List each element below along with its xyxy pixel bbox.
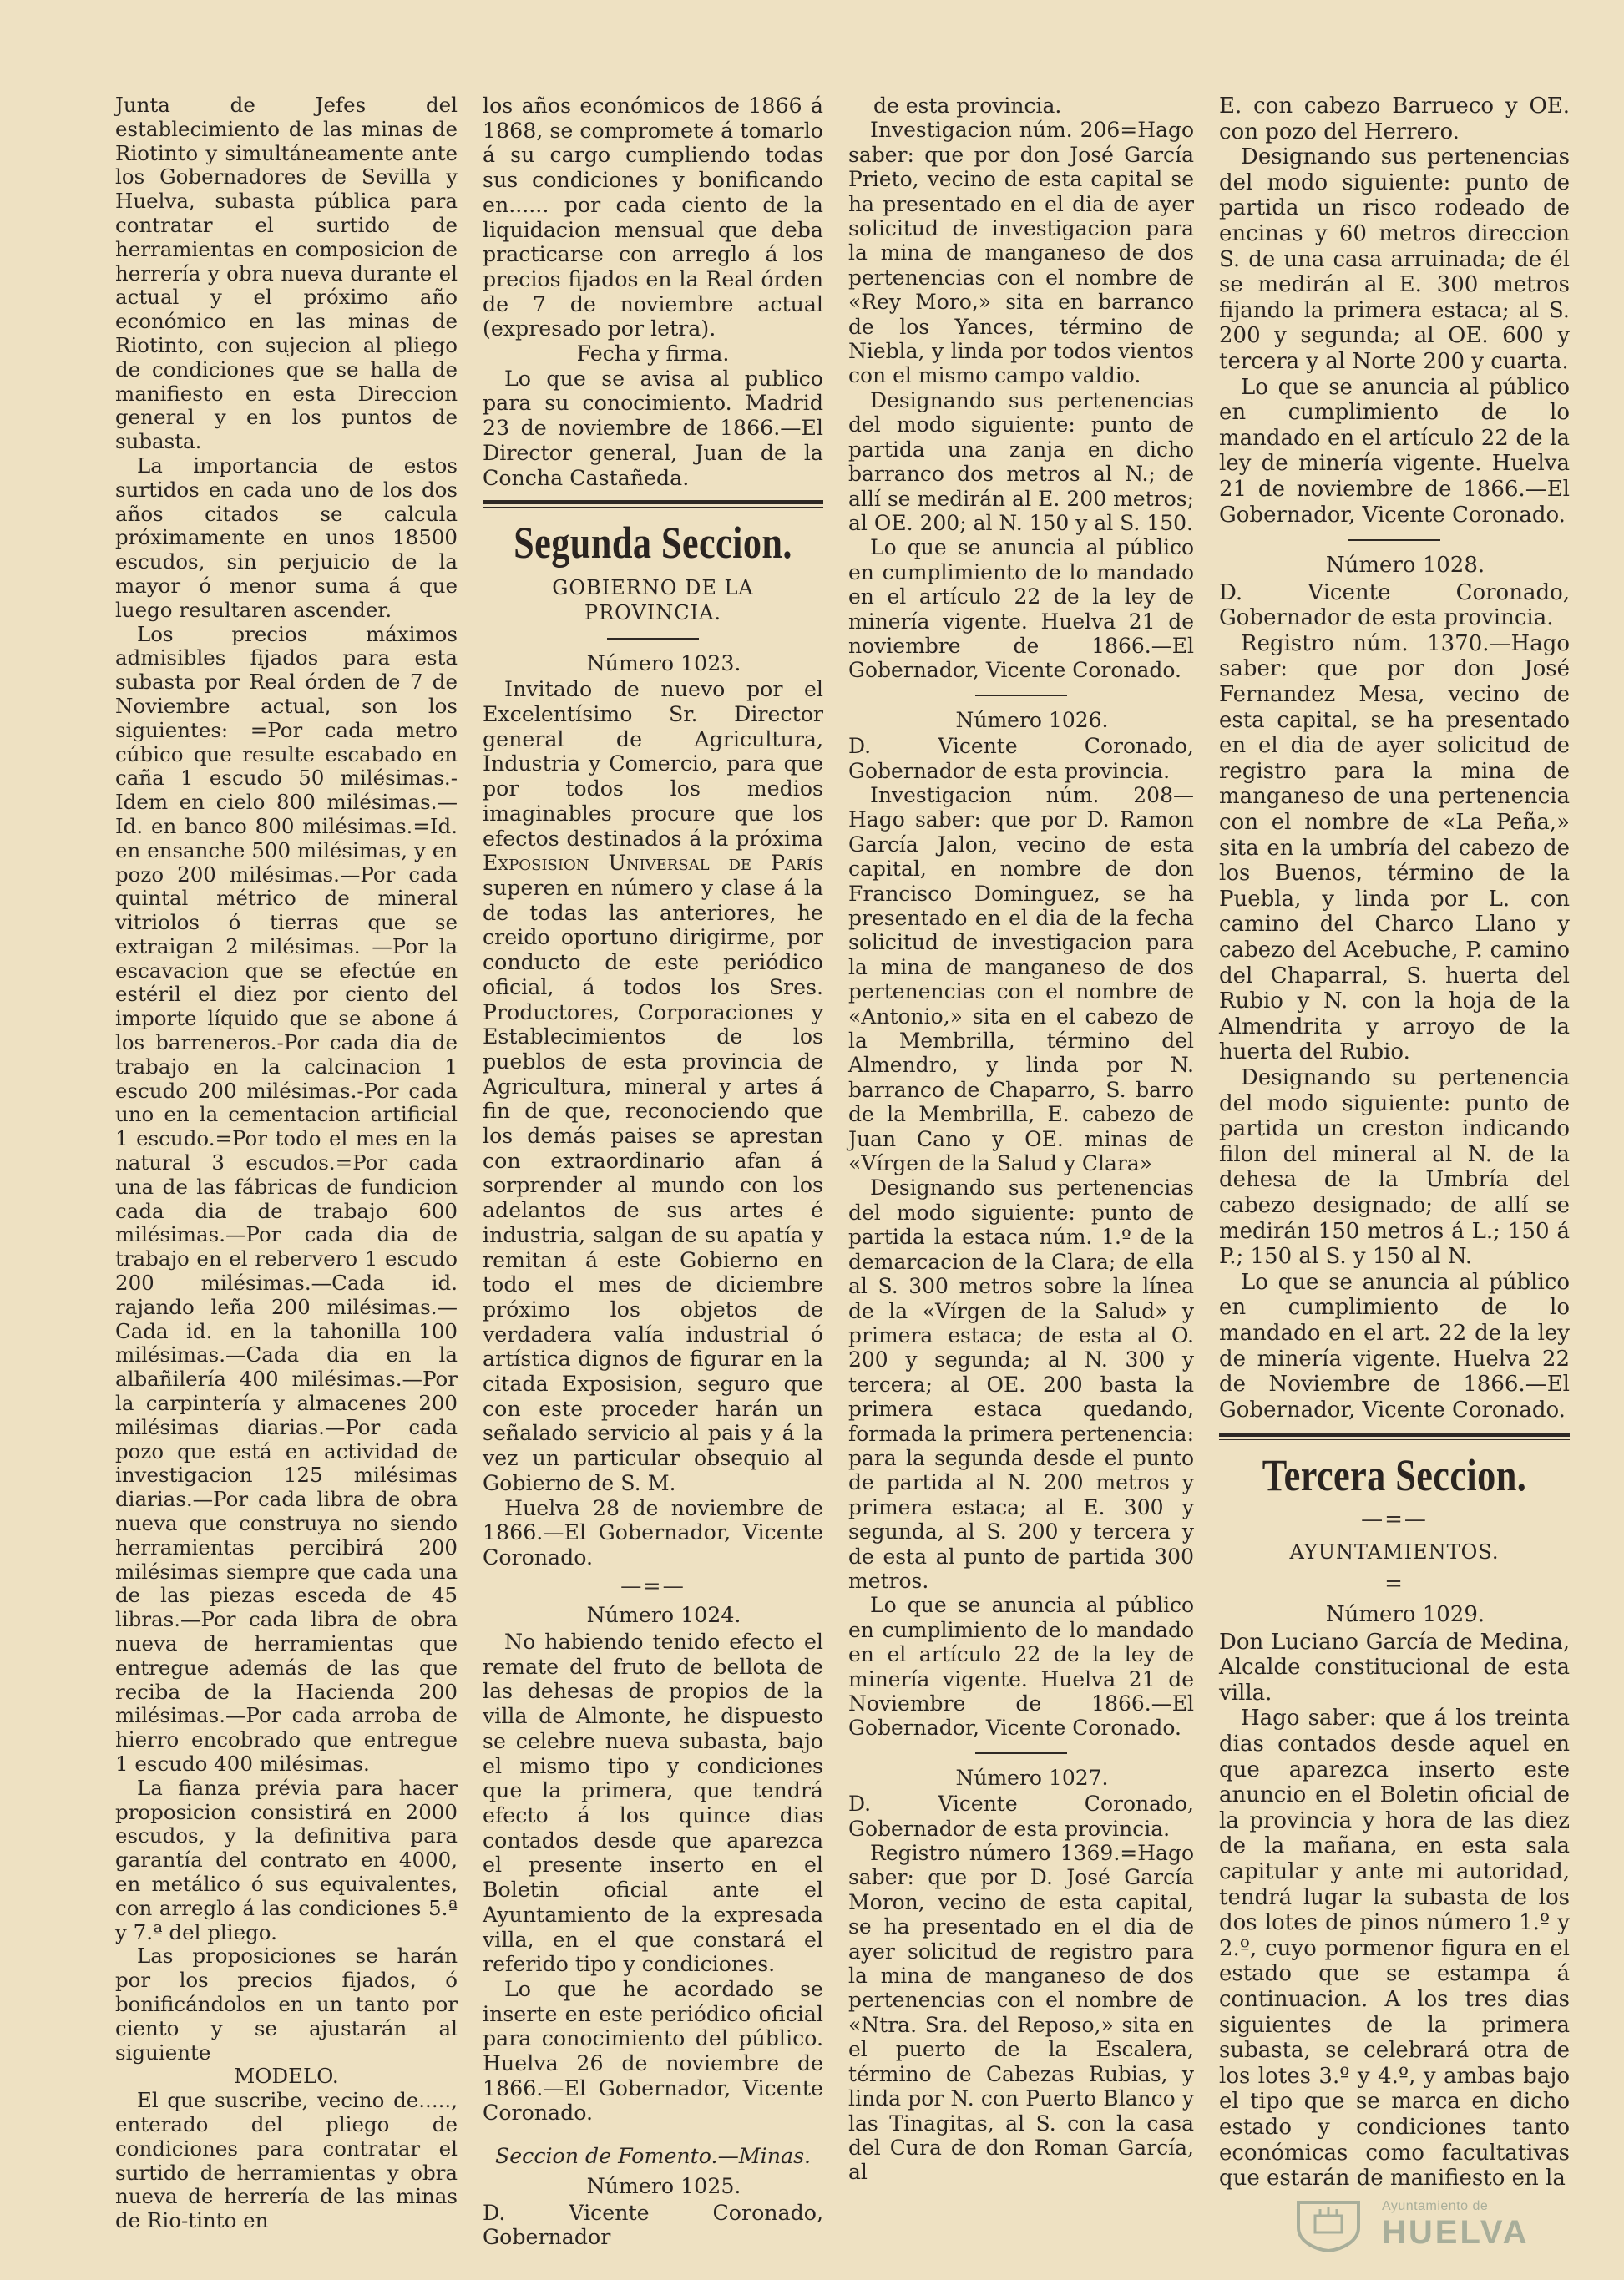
notice-1023-part-a: Invitado de nuevo por el Excelentísimo Sr. Director general de Agricultura, Industria y Comercio, para que por todos los medios imaginables procure que los efectos destinados á la próxima xyxy=(483,677,823,851)
exposicion-universal: Exposision Universal de París xyxy=(483,851,823,876)
notice-1025-designation: Designando sus pertenencias del modo siguiente: punto de partida una zanja en dicho barranco dos metros al N.; de allí se medirán al E. 200 metros; al OE. 200; al N. 150 y al S. 150. xyxy=(848,387,1194,535)
notice-1027-designation: Designando sus pertenencias del modo siguiente: punto de partida un risco rodeado de encinas y 60 metros direccion S. de una casa arruinada; de él se medirán al E. 300 metros fijando la primera estaca; al S. 200 y segunda; al OE. 600 y tercera y al Norte 200 y cuarta. xyxy=(1219,144,1570,374)
notice-1028-header: D. Vicente Coronado, Gobernador de esta provincia. xyxy=(1219,579,1570,631)
col2-paragraph-1: los años económicos de 1866 á 1868, se compromete á tomarlo á su cargo cumpliendo todas sus condiciones y bonificando en...... por cada ciento de la liquidacion mensual que deba practicarse con arreglo á los precios fijados en la Real órden de 7 de noviembre actual (expresado por letra). xyxy=(483,94,823,341)
notice-1026-designation: Designando sus pertenencias del modo siguiente: punto de partida la estaca núm. 1.º de la demarcacion de la Clara; de ella al S. 300 metros sobre la línea de la «Vírgen de la Salud» y primera estaca; de esta al O. 200 y segunda; al N. 300 y tercera; al OE. 200 basta la primera estaca quedando, formada la primera pertenencia: para la segunda desde el punto de partida al N. 200 metros y primera estaca; al E. 300 y segunda, al S. 200 y tercera y de esta al punto de partida 300 metros. xyxy=(848,1175,1194,1593)
notice-1028-text: Registro núm. 1370.—Hago saber: que por don José Fernandez Mesa, vecino de esta capital, se ha presentado en el dia de ayer solicitud de registro para la mina de manganeso de una pertenencia con el nombre de «La Peña,» sita en la umbría del cabezo de los Buenos, término de la Puebla, y linda por L. con camino del Charco Llano y cabezo del Acebuche, P. camino del Chaparral, S. huerta del Rubio y N. con la hoja de la Almendrita y arroyo de la huerta del Rubio. xyxy=(1219,630,1570,1065)
short-rule xyxy=(975,1752,1067,1754)
col1-paragraph-3: Los precios máximos admisibles fijados para esta subasta por Real órden de 7 de Noviembre actual, son los siguientes: =Por cada metro cúbico que resulte escabado en caña 1 escudo 50 milésimas.-Idem en cielo 800 milésimas.—Id. en banco 800 milésimas.=Id. en ensanche 500 milésimas, y en pozo 200 milésimas.—Por cada quintal métrico de mineral vitriolos ó tierras que se extraigan 2 milésimas. —Por la escavacion que se efectúe en estéril el diez por ciento del importe líquido que se abone á los barreneros.-Por cada dia de trabajo en la calcinacion 1 escudo 200 milésimas.-Por cada uno en la cementacion artificial 1 escudo.=Por todo el mes en la natural 3 escudos.=Por cada una de las fábricas de fundicion cada dia de trabajo 600 milésimas.—Por cada dia de trabajo en el rebervero 1 escudo 200 milésimas.—Cada id. rajando leña 200 milésimas.—Cada id. en la tahonilla 100 milésimas.—Cada dia en la albañilería 400 milésimas.—Por la carpintería y almacenes 200 milésimas diarias.—Por cada pozo que está en actividad de investigacion 125 milésimas diarias.—Por cada libra de obra nueva que construya no siendo herramientas percibirá 200 milésimas siempre que cada una de las piezas esceda de 45 libras.—Por cada libra de obra nueva de herramientas que entregue además de las que reciba de la Hacienda 200 milésimas.—Por cada arroba de hierro encobrado que entregue 1 escudo 400 milésimas. xyxy=(115,621,458,1776)
section-rule xyxy=(1219,1433,1570,1440)
column-4 xyxy=(1219,94,1570,2192)
col1-paragraph-1: Junta de Jefes del establecimiento de las minas de Riotinto y simultáneamente ante los Gobernadores de Sevilla y Huelva, subasta pública para contratar el surtido de herramientas en composicion de herrería y obra nueva durante el actual y el próximo año económico en las minas de Riotinto, con sujecion al pliego de condiciones que se halla de manifiesto en esta Direccion general y en los puntos de subasta. xyxy=(115,93,458,454)
section-title-segunda: Segunda Seccion. xyxy=(514,518,792,569)
number-1024: Número 1024. xyxy=(586,1603,741,1628)
col1-paragraph-2: La importancia de estos surtidos en cada uno de los dos años citados se calcula próximamente en unos 18500 escudos, sin perjuicio de la mayor ó menor suma á que luego resultaren ascender. xyxy=(115,452,458,622)
col3-continuation: de esta provincia. xyxy=(873,94,1062,118)
section-rule xyxy=(483,500,823,508)
notice-1023-text xyxy=(483,677,823,1495)
short-rule xyxy=(975,695,1067,696)
notice-1026-closing: Lo que se anuncia al público en cumplimiento de lo mandado en el artículo 22 de la ley de minería vigente. Huelva 21 de Noviembre de 1866.—El Gobernador, Vicente Coronado. xyxy=(848,1593,1194,1741)
short-rule xyxy=(1348,539,1440,541)
number-1027: Número 1027. xyxy=(955,1765,1109,1790)
col4-continuation: E. con cabezo Barrueco y OE. con pozo del Herrero. xyxy=(1219,94,1570,144)
column-2 xyxy=(483,94,823,2250)
number-1028: Número 1028. xyxy=(1325,553,1485,579)
separator-small: = xyxy=(1384,1571,1404,1597)
coat-of-arms-icon xyxy=(1290,2199,1367,2252)
number-1023: Número 1023. xyxy=(586,650,741,675)
notice-1024-closing: Lo que he acordado se inserte en este periódico oficial para conocimiento del público. Huelva 26 de noviembre de 1866.—El Gobernador, Vicente Coronado. xyxy=(483,1976,823,2126)
notice-1026-text: Investigacion núm. 208—Hago saber: que por D. Ramon García Jalon, vecino de esta capital, en nombre de don Francisco Dominguez, se ha presentado en el dia de la fecha solicitud de investigacion para la mina de manganeso de dos pertenencias con el nombre de «Antonio,» sita en el cabezo de la Membrilla, término del Almendro, y linda por N. barranco de Chaparro, S. barro de la Membrilla, E. cabezo de Juan Cano y OE. minas de «Vírgen de la Salud y Clara» xyxy=(848,782,1194,1176)
notice-1025-header: D. Vicente Coronado, Gobernador xyxy=(483,2200,823,2250)
section-subtitle-gobierno: GOBIERNO DE LA PROVINCIA. xyxy=(552,576,754,624)
notice-1028-closing: Lo que se anuncia al público en cumplimiento de lo mandado en el art. 22 de la ley de minería vigente. Huelva 22 de Noviembre de 1866.—El Gobernador, Vicente Coronado. xyxy=(1219,1269,1570,1423)
watermark-big-text: HUELVA xyxy=(1382,2214,1530,2251)
col1-paragraph-6: El que suscribe, vecino de....., enterado del pliego de condiciones para contratar el surtido de herramientas y obra nueva de herrería de las minas de Rio-tinto en xyxy=(115,2088,458,2233)
number-1025: Número 1025. xyxy=(586,2173,741,2198)
column-1 xyxy=(115,94,458,2233)
col1-paragraph-4: La fianza prévia para hacer proposicion consistirá en 2000 escudos, y la definitiva para garantía del contrato en 4000, en metálico ó sus equivalentes, con arreglo á las condiciones 5.ª y 7.ª del pliego. xyxy=(115,1775,458,1944)
notice-1028-designation: Designando su pertenencia del modo siguiente: punto de partida un creston indicando filon del mineral al N. de la dehesa de la Umbría del cabezo designado; de allí se medirán 150 metros á L.; 150 á P.; 150 al S. y 150 al N. xyxy=(1219,1064,1570,1270)
notice-1029-header: Don Luciano García de Medina, Alcalde constitucional de esta villa. xyxy=(1219,1629,1570,1706)
notice-1029-text: Hago saber: que á los treinta dias contados desde aquel en que aparezca inserto este anuncio en el Boletin oficial de la provincia y hora de las diez de la mañana, en esta sala capitular y ante mi autoridad, tendrá lugar la subasta de los dos lotes de pinos número 1.º y 2.º, cuyo pormenor figura en el estado que se estampa á continuacion. A los tres dias siguientes de la primera subasta, se celebrará otra de los lotes 3.º y 4.º, y ambas bajo el tipo que se marca en dicho estado y condiciones tanto económicas como facultativas que estarán de manifiesto en la xyxy=(1219,1706,1570,2192)
notice-1027-closing: Lo que se anuncia al público en cumplimiento de lo mandado en el artículo 22 de la ley de minería vigente. Huelva 21 de noviembre de 1866.—El Gobernador, Vicente Coronado. xyxy=(1219,374,1570,528)
notice-1027-text: Registro número 1369.=Hago saber: que por D. José García Moron, vecino de esta capital, se ha presentado en el dia de ayer solicitud de registro para la mina de manganeso de dos pertenencias con el nombre de «Ntra. Sra. del Reposo,» sita en el puerto de la Escalera, término de Cabezas Rubias, y linda por N. con Puerto Blanco y las Tinagitas, al S. con la casa del Cura de don Roman García, al xyxy=(848,1841,1194,2185)
separator: —=— xyxy=(620,1573,686,1598)
modelo-heading: MODELO. xyxy=(234,2064,339,2089)
fomento-heading: Seccion de Fomento.—Minas. xyxy=(494,2144,812,2169)
notice-1025-closing: Lo que se anuncia al público en cumplimiento de lo mandado en el artículo 22 de la ley de minería vigente. Huelva 21 de noviembre de 1866.—El Gobernador, Vicente Coronado. xyxy=(848,535,1194,683)
archive-watermark xyxy=(1290,2197,1578,2254)
notice-1023-signature: Huelva 28 de noviembre de 1866.—El Gobernador, Vicente Coronado. xyxy=(483,1495,823,1570)
separator: —=— xyxy=(1361,1507,1428,1533)
notice-1027-header: D. Vicente Coronado, Gobernador de esta provincia. xyxy=(848,1792,1194,1841)
notice-1024-text: No habiendo tenido efecto el remate del fruto de bellota de las dehesas de propios de la villa de Almonte, he dispuesto se celebre nueva subasta, bajo el mismo tipo y condiciones que la primera, que tendrá efecto á los quince dias contados desde que aparezca el presente inserto en el Boletin oficial ante el Ayuntamiento de la expresada villa, en el que constará el referido tipo y condiciones. xyxy=(483,1630,823,1977)
notice-1025-text: Investigacion núm. 206=Hago saber: que por don José García Prieto, vecino de esta capital se ha presentado en el dia de ayer solicitud de investigacion para la mina de manganeso de dos pertenencias con el nombre de «Rey Moro,» sita en barranco de los Yances, término de Niebla, y linda por todos vientos con el mismo campo valdio. xyxy=(848,118,1194,388)
fecha-firma: Fecha y firma. xyxy=(576,341,730,367)
notice-1023-part-b: superen en número y clase á la de todas las anteriores, he creido oportuno dirigirme, por conducto de este periódico oficial, á todos los Sres. Productores, Corporaciones y Establecimientos de los pueblos de esta provincia de Agricultura, mineral y artes á fin de que, reconociendo que los demás paises se aprestan con extraordinario afan á sorprender al mundo con los adelantos de sus artes é industria, salgan de su apatía y remitan á este Gobierno en todo el mes de diciembre próximo los objetos de verdadera valía industrial ó artística dignos de figurar en la citada Exposision, seguro que con este proceder harán un señalado servicio al pais y á la vez un particular obsequio al Gobierno de S. M. xyxy=(483,875,823,1495)
number-1026: Número 1026. xyxy=(955,707,1109,732)
column-3 xyxy=(848,94,1194,2185)
section-title-tercera: Tercera Seccion. xyxy=(1262,1450,1527,1501)
col2-paragraph-2: Lo que se avisa al publico para su conocimiento. Madrid 23 de noviembre de 1866.—El Director general, Juan de la Concha Castañeda. xyxy=(483,366,823,490)
col1-paragraph-5: Las proposiciones se harán por los precios fijados, ó bonificándolos en un tanto por ciento y se ajustarán al siguiente xyxy=(115,1944,458,2065)
notice-1026-header: D. Vicente Coronado, Gobernador de esta provincia. xyxy=(848,734,1194,783)
number-1029: Número 1029. xyxy=(1325,1602,1485,1628)
watermark-small-text: Ayuntamiento de xyxy=(1382,2199,1489,2213)
short-rule xyxy=(607,638,699,640)
section-subtitle-ayuntamientos: AYUNTAMIENTOS. xyxy=(1289,1539,1500,1564)
